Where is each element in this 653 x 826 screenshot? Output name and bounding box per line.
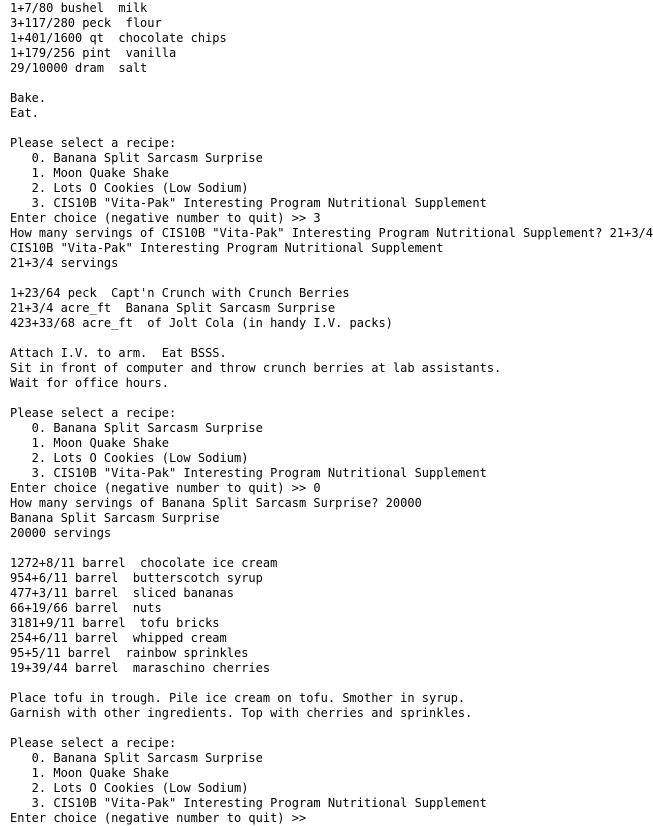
console-line: 66+19/66 barrel nuts xyxy=(10,601,162,615)
console-line: 95+5/11 barrel rainbow sprinkles xyxy=(10,646,249,660)
console-line: 21+3/4 servings xyxy=(10,256,119,270)
console-line xyxy=(10,121,651,136)
console-line: 1+23/64 peck Capt'n Crunch with Crunch Berries xyxy=(10,286,350,300)
console-line: Enter choice (negative number to quit) >> 3 xyxy=(10,211,321,225)
console-line: 2. Lots O Cookies (Low Sodium) xyxy=(10,181,249,195)
console-line: 1. Moon Quake Shake xyxy=(10,436,169,450)
console-line: 1+401/1600 qt chocolate chips xyxy=(10,31,227,45)
console-line xyxy=(10,676,651,691)
console-line: 954+6/11 barrel butterscotch syrup xyxy=(10,571,263,585)
console-line xyxy=(10,541,651,556)
console-line: Please select a recipe: xyxy=(10,736,177,750)
console-line xyxy=(10,76,651,91)
console-line: CIS10B "Vita-Pak" Interesting Program Nutritional Supplement xyxy=(10,241,444,255)
console-line: 477+3/11 barrel sliced bananas xyxy=(10,586,234,600)
console-line: 423+33/68 acre_ft of Jolt Cola (in handy I.V. packs) xyxy=(10,316,393,330)
console-line: 3+117/280 peck flour xyxy=(10,16,162,30)
console-line: Banana Split Sarcasm Surprise xyxy=(10,511,220,525)
console-line: 1272+8/11 barrel chocolate ice cream xyxy=(10,556,278,570)
console-line: 3. CIS10B "Vita-Pak" Interesting Program Nutritional Supplement xyxy=(10,466,487,480)
console-line: 21+3/4 acre_ft Banana Split Sarcasm Surprise xyxy=(10,301,336,315)
console-line: 0. Banana Split Sarcasm Surprise xyxy=(10,151,263,165)
console-line: 254+6/11 barrel whipped cream xyxy=(10,631,227,645)
console-line xyxy=(10,271,651,286)
console-line: How many servings of Banana Split Sarcasm Surprise? 20000 xyxy=(10,496,422,510)
console-line: Place tofu in trough. Pile ice cream on tofu. Smother in syrup. xyxy=(10,691,466,705)
console-line: 1. Moon Quake Shake xyxy=(10,766,169,780)
console-line xyxy=(10,391,651,406)
console-line: Garnish with other ingredients. Top with cherries and sprinkles. xyxy=(10,706,473,720)
console-line: 2. Lots O Cookies (Low Sodium) xyxy=(10,451,249,465)
console-line xyxy=(10,331,651,346)
console-line: 0. Banana Split Sarcasm Surprise xyxy=(10,421,263,435)
console-line: Wait for office hours. xyxy=(10,376,169,390)
console-line: Enter choice (negative number to quit) >> 0 xyxy=(10,481,321,495)
console-line: Enter choice (negative number to quit) >> xyxy=(10,811,314,825)
console-line xyxy=(10,721,651,736)
console-line: 1. Moon Quake Shake xyxy=(10,166,169,180)
console-line: Sit in front of computer and throw crunch berries at lab assistants. xyxy=(10,361,502,375)
console-line: 2. Lots O Cookies (Low Sodium) xyxy=(10,781,249,795)
console-line: 1+179/256 pint vanilla xyxy=(10,46,177,60)
console-line: Attach I.V. to arm. Eat BSSS. xyxy=(10,346,227,360)
console-line: How many servings of CIS10B "Vita-Pak" Interesting Program Nutritional Supplement? 21+3/4 xyxy=(10,226,653,240)
console-line: Eat. xyxy=(10,106,39,120)
console-line: Please select a recipe: xyxy=(10,136,177,150)
console-line: 3. CIS10B "Vita-Pak" Interesting Program Nutritional Supplement xyxy=(10,196,487,210)
console-line: Bake. xyxy=(10,91,47,105)
console-line: 19+39/44 barrel maraschino cherries xyxy=(10,661,271,675)
console-line: 20000 servings xyxy=(10,526,112,540)
console-line: 0. Banana Split Sarcasm Surprise xyxy=(10,751,263,765)
console-line: 1+7/80 bushel milk xyxy=(10,1,148,15)
console-line: 3. CIS10B "Vita-Pak" Interesting Program Nutritional Supplement xyxy=(10,796,487,810)
console-line: 3181+9/11 barrel tofu bricks xyxy=(10,616,220,630)
console-line: Please select a recipe: xyxy=(10,406,177,420)
console-line: 29/10000 dram salt xyxy=(10,61,148,75)
